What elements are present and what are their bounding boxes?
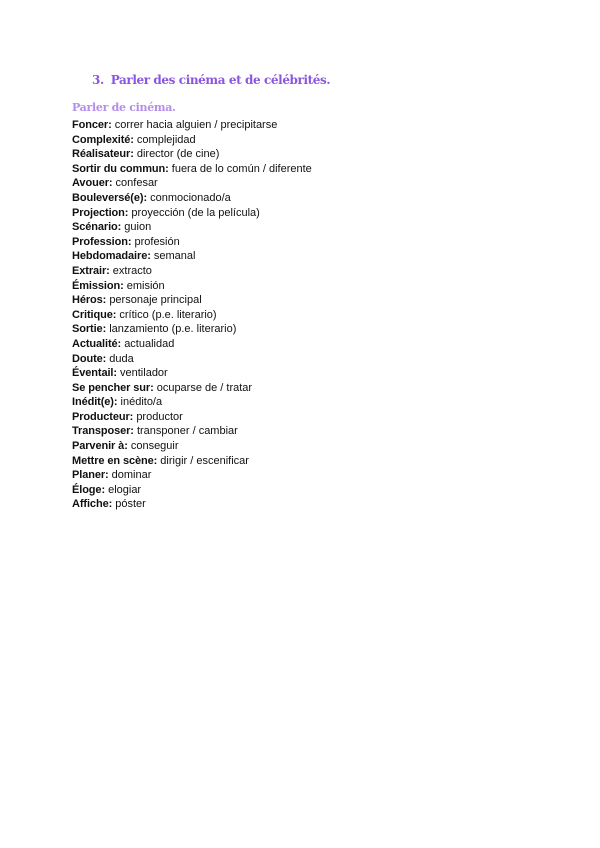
vocab-entry xyxy=(72,483,312,498)
vocab-translation: confesar xyxy=(115,177,158,190)
vocab-term: Actualité: xyxy=(72,337,122,350)
vocab-translation: proyección (de la película) xyxy=(131,206,260,219)
vocab-translation: ocuparse de / tratar xyxy=(156,381,253,394)
vocab-entry xyxy=(72,293,312,308)
vocab-term: Mettre en scène: xyxy=(72,454,158,467)
vocab-translation: director (de cine) xyxy=(136,148,220,161)
vocab-entry xyxy=(72,264,312,279)
vocab-entry xyxy=(72,439,312,454)
vocab-term: Critique: xyxy=(72,308,117,321)
vocab-entry xyxy=(72,468,312,483)
vocab-translation: complejidad xyxy=(136,133,196,146)
vocab-term: Complexité: xyxy=(72,133,134,146)
vocab-entry xyxy=(72,424,312,439)
vocab-entry xyxy=(72,337,312,352)
vocab-translation: lanzamiento (p.e. literario) xyxy=(109,323,237,336)
vocab-translation: profesión xyxy=(134,235,180,248)
vocab-term: Planer: xyxy=(72,469,109,482)
section-title: Parler des cinéma et de célébrités. xyxy=(110,73,331,87)
vocab-translation: dirigir / escenificar xyxy=(160,454,249,467)
vocab-translation: transponer / cambiar xyxy=(136,425,238,438)
vocab-translation: póster xyxy=(115,498,146,511)
vocab-term: Émission: xyxy=(72,279,124,292)
vocab-term: Doute: xyxy=(72,352,107,365)
vocab-term: Sortir du commun: xyxy=(72,162,169,175)
vocab-term: Affiche: xyxy=(72,498,113,511)
vocab-entry xyxy=(72,279,312,294)
vocab-term: Parvenir à: xyxy=(72,440,128,453)
section-heading xyxy=(92,73,330,87)
vocab-entry xyxy=(72,220,312,235)
vocab-entry xyxy=(72,381,312,396)
vocab-entry xyxy=(72,147,312,162)
vocab-entry xyxy=(72,322,312,337)
vocab-term: Avouer: xyxy=(72,177,113,190)
vocab-translation: crítico (p.e. literario) xyxy=(119,308,217,321)
vocab-entry xyxy=(72,249,312,264)
vocab-entry xyxy=(72,176,312,191)
vocab-entry xyxy=(72,133,312,148)
vocab-entry xyxy=(72,206,312,221)
vocab-term: Bouleversé(e): xyxy=(72,191,148,204)
vocab-entry xyxy=(72,308,312,323)
vocab-term: Sortie: xyxy=(72,323,107,336)
vocab-term: Scénario: xyxy=(72,221,122,234)
section-number: 3. xyxy=(92,73,104,87)
vocab-term: Héros: xyxy=(72,294,107,307)
vocab-term: Extrair: xyxy=(72,264,110,277)
vocab-entry xyxy=(72,191,312,206)
vocab-entry xyxy=(72,454,312,469)
subsection-heading: Parler de cinéma. xyxy=(72,101,176,114)
vocab-term: Éloge: xyxy=(72,483,106,496)
vocab-translation: dominar xyxy=(111,469,152,482)
vocab-entry xyxy=(72,118,312,133)
vocab-translation: productor xyxy=(136,410,183,423)
vocab-term: Projection: xyxy=(72,206,129,219)
vocab-translation: emisión xyxy=(126,279,165,292)
vocab-entry xyxy=(72,352,312,367)
vocab-translation: personaje principal xyxy=(109,294,202,307)
vocab-translation: fuera de lo común / diferente xyxy=(171,162,312,175)
vocab-translation: actualidad xyxy=(124,337,175,350)
vocab-translation: duda xyxy=(109,352,134,365)
vocab-term: Se pencher sur: xyxy=(72,381,154,394)
vocab-translation: elogiar xyxy=(108,483,142,496)
vocab-translation: guion xyxy=(124,221,152,234)
vocabulary-list xyxy=(72,118,312,512)
vocab-translation: conmocionado/a xyxy=(150,191,231,204)
vocab-term: Inédit(e): xyxy=(72,396,118,409)
vocab-translation: extracto xyxy=(112,264,152,277)
vocab-entry xyxy=(72,395,312,410)
vocab-term: Foncer: xyxy=(72,119,112,131)
vocab-entry xyxy=(72,235,312,250)
vocab-term: Réalisateur: xyxy=(72,148,134,161)
vocab-term: Éventail: xyxy=(72,367,117,380)
vocab-translation: semanal xyxy=(153,250,196,263)
vocab-entry xyxy=(72,410,312,425)
vocab-term: Profession: xyxy=(72,235,132,248)
vocab-translation: correr hacia alguien / precipitarse xyxy=(114,119,278,131)
vocab-term: Producteur: xyxy=(72,410,134,423)
vocab-entry xyxy=(72,366,312,381)
vocab-translation: ventilador xyxy=(120,367,168,380)
vocab-term: Hebdomadaire: xyxy=(72,250,151,263)
vocab-entry xyxy=(72,162,312,177)
vocab-translation: inédito/a xyxy=(120,396,163,409)
vocab-term: Transposer: xyxy=(72,425,134,438)
vocab-entry xyxy=(72,497,312,512)
vocab-translation: conseguir xyxy=(130,440,179,453)
